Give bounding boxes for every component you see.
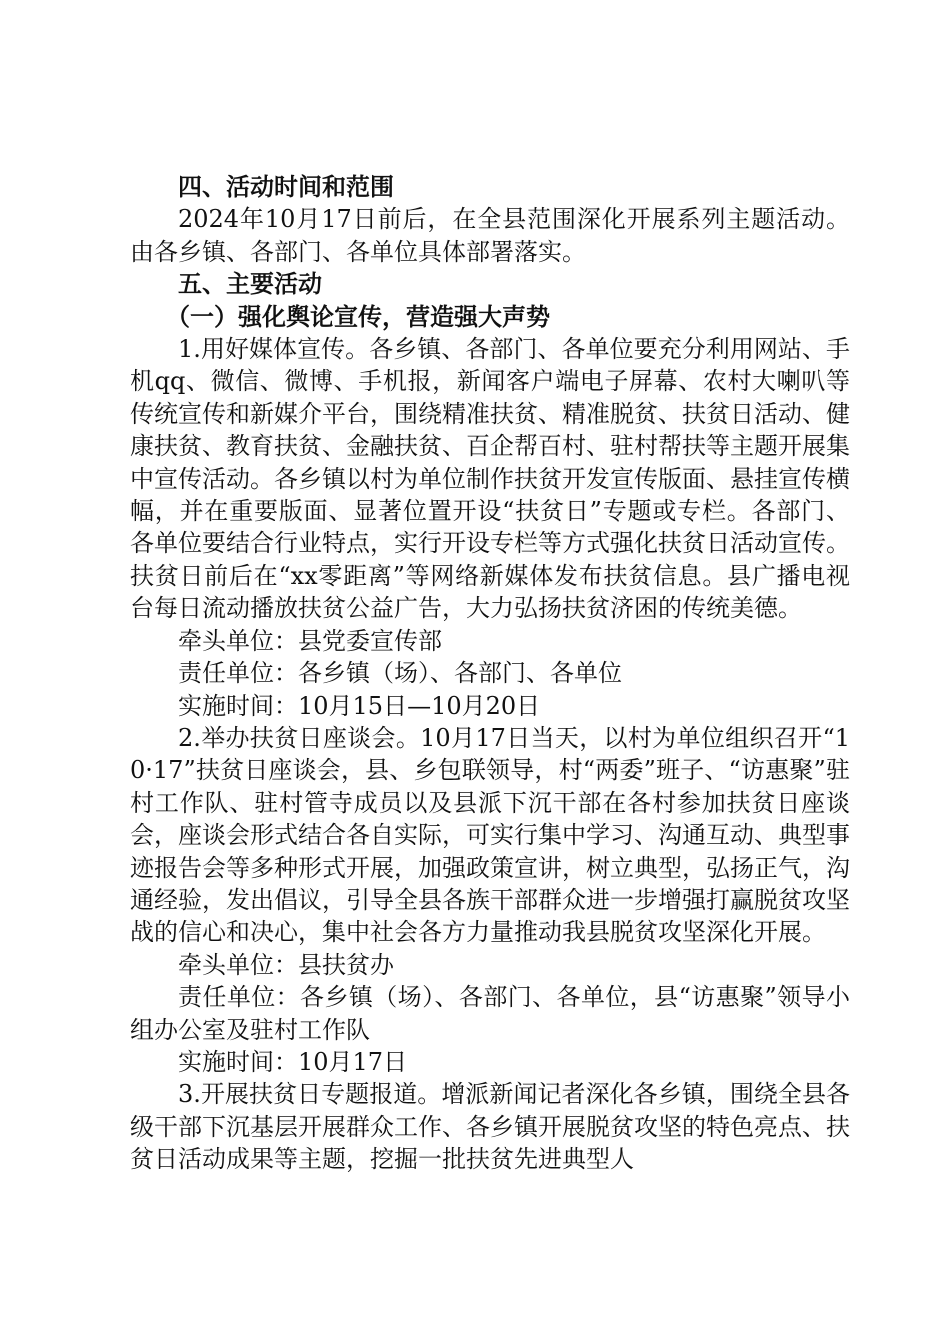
- section-heading-main-activities: 五、主要活动: [178, 270, 322, 299]
- paragraph-time-scope: 2024年10月17日前后，在全县范围深化开展系列主题活动。由各乡镇、各部门、各单位具体部署落实。: [130, 205, 850, 266]
- subsection-heading-publicity: （一）强化舆论宣传，营造强大声势: [166, 302, 550, 331]
- paragraph-responsible-units-2: 责任单位：各乡镇（场）、各部门、各单位，县“访惠聚”领导小组办公室及驻村工作队: [130, 983, 850, 1044]
- paragraph-implementation-time-2: 实施时间：10月17日: [178, 1047, 408, 1076]
- paragraph-symposium: 2.举办扶贫日座谈会。10月17日当天，以村为单位组织召开“10·17”扶贫日座谈会，县、乡包联领导，村“两委”班子、“访惠聚”驻村工作队、驻村管寺成员以及县派下沉干部在各村参加扶贫日座谈会，座谈会形式结合各自实际，可实行集中学习、沟通互动、典型事迹报告会等多种形式开展，加强政策宣讲，树立典型，弘扬正气，沟通经验，发出倡议，引导全县各族干部群众进一步增强打赢脱贫攻坚战的信心和决心，集中社会各方力量推动我县脱贫攻坚深化开展。: [130, 723, 850, 947]
- paragraph-lead-unit-2: 牵头单位：县扶贫办: [178, 950, 394, 979]
- paragraph-special-reports: 3.开展扶贫日专题报道。增派新闻记者深化各乡镇，围绕全县各级干部下沉基层开展群众工作、各乡镇开展脱贫攻坚的特色亮点、扶贫日活动成果等主题，挖掘一批扶贫先进典型人: [130, 1080, 850, 1174]
- paragraph-lead-unit-1: 牵头单位：县党委宣传部: [178, 626, 442, 655]
- document-body: [130, 171, 850, 1176]
- paragraph-media-publicity: 1.用好媒体宣传。各乡镇、各部门、各单位要充分利用网站、手机qq、微信、微博、手机报，新闻客户端电子屏幕、农村大喇叭等传统宣传和新媒介平台，围绕精准扶贫、精准脱贫、扶贫日活动、健康扶贫、教育扶贫、金融扶贫、百企帮百村、驻村帮扶等主题开展集中宣传活动。各乡镇以村为单位制作扶贫开发宣传版面、悬挂宣传横幅，并在重要版面、显著位置开设“扶贫日”专题或专栏。各部门、各单位要结合行业特点，实行开设专栏等方式强化扶贫日活动宣传。扶贫日前后在“xx零距离”等网络新媒体发布扶贫信息。县广播电视台每日流动播放扶贫公益广告，大力弘扬扶贫济困的传统美德。: [130, 335, 850, 623]
- paragraph-responsible-units-1: 责任单位：各乡镇（场）、各部门、各单位: [178, 659, 622, 688]
- section-heading-time-scope: 四、活动时间和范围: [178, 173, 394, 201]
- paragraph-implementation-time-1: 实施时间：10月15日—10月20日: [178, 691, 541, 720]
